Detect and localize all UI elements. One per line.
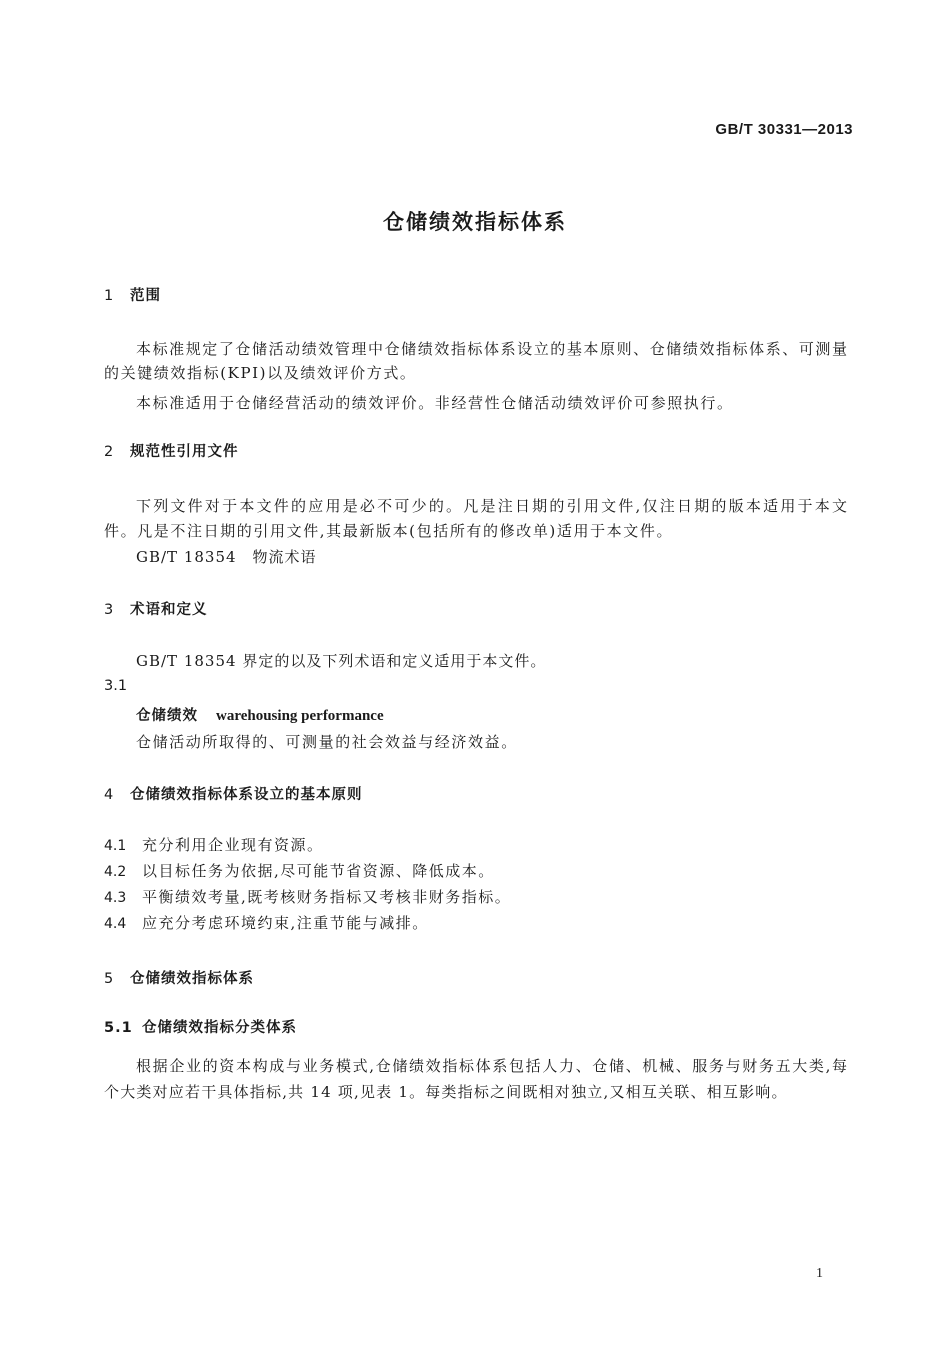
list-item-number: 4.4 (104, 916, 127, 932)
list-item-number: 4.3 (104, 890, 127, 906)
list-item-text: 应充分考虑环境约束,注重节能与减排。 (142, 914, 429, 932)
section-title: 术语和定义 (130, 602, 208, 618)
section-2-para-1-line-2: 件。凡是不注日期的引用文件,其最新版本(包括所有的修改单)适用于本文件。 (104, 522, 674, 540)
section-3-heading (104, 598, 208, 619)
section-1-heading (104, 284, 161, 305)
section-5-para-1-line-2: 个大类对应若干具体指标,共 14 项,见表 1。每类指标之间既相对独立,又相互关联、相互影响。 (104, 1083, 788, 1101)
list-item-text: 平衡绩效考量,既考核财务指标又考核非财务指标。 (142, 888, 512, 906)
section-title: 仓储绩效指标体系 (130, 971, 254, 987)
list-item-number: 4.2 (104, 864, 127, 880)
list-item-text: 充分利用企业现有资源。 (142, 836, 324, 854)
section-5-heading (104, 967, 254, 988)
section-title: 规范性引用文件 (130, 444, 239, 460)
section-5-para-1-line-1: 根据企业的资本构成与业务模式,仓储绩效指标体系包括人力、仓储、机械、服务与财务五大类,每 (136, 1057, 848, 1075)
section-title: 仓储绩效指标体系设立的基本原则 (130, 787, 363, 803)
section-2-reference: GB/T 18354 物流术语 (136, 548, 317, 566)
section-number: 2 (104, 444, 115, 460)
section-3-intro: GB/T 18354 界定的以及下列术语和定义适用于本文件。 (136, 652, 547, 670)
term-definition: 仓储活动所取得的、可测量的社会效益与经济效益。 (136, 733, 518, 751)
term-entry (136, 704, 384, 725)
section-1-para-1-line-2: 的关键绩效指标(KPI)以及绩效评价方式。 (104, 364, 417, 382)
section-2-heading (104, 440, 239, 461)
section-title: 范围 (130, 288, 161, 304)
standard-number: GB/T 30331—2013 (715, 121, 853, 138)
section-1-para-2: 本标准适用于仓储经营活动的绩效评价。非经营性仓储活动绩效评价可参照执行。 (136, 394, 734, 412)
term-name-en: warehousing performance (216, 708, 384, 724)
list-item (104, 860, 495, 881)
subsection-5-1-heading (104, 1016, 297, 1037)
term-name-zh: 仓储绩效 (136, 708, 198, 724)
subsection-title: 仓储绩效指标分类体系 (142, 1020, 297, 1036)
page-number: 1 (816, 1266, 823, 1281)
subsection-number: 5.1 (104, 1020, 133, 1036)
section-number: 3 (104, 602, 115, 618)
section-4-heading (104, 783, 363, 804)
list-item-text: 以目标任务为依据,尽可能节省资源、降低成本。 (142, 862, 495, 880)
list-item-number: 4.1 (104, 838, 127, 854)
list-item (104, 834, 324, 855)
list-item (104, 912, 429, 933)
section-2-para-1-line-1: 下列文件对于本文件的应用是必不可少的。凡是注日期的引用文件,仅注日期的版本适用于本文 (136, 497, 848, 515)
list-item (104, 886, 511, 907)
page-title: 仓储绩效指标体系 (383, 210, 567, 234)
term-number: 3.1 (104, 678, 128, 694)
section-1-para-1-line-1: 本标准规定了仓储活动绩效管理中仓储绩效指标体系设立的基本原则、仓储绩效指标体系、可测量 (136, 340, 848, 358)
section-number: 1 (104, 288, 115, 304)
section-number: 4 (104, 787, 115, 803)
section-number: 5 (104, 971, 115, 987)
